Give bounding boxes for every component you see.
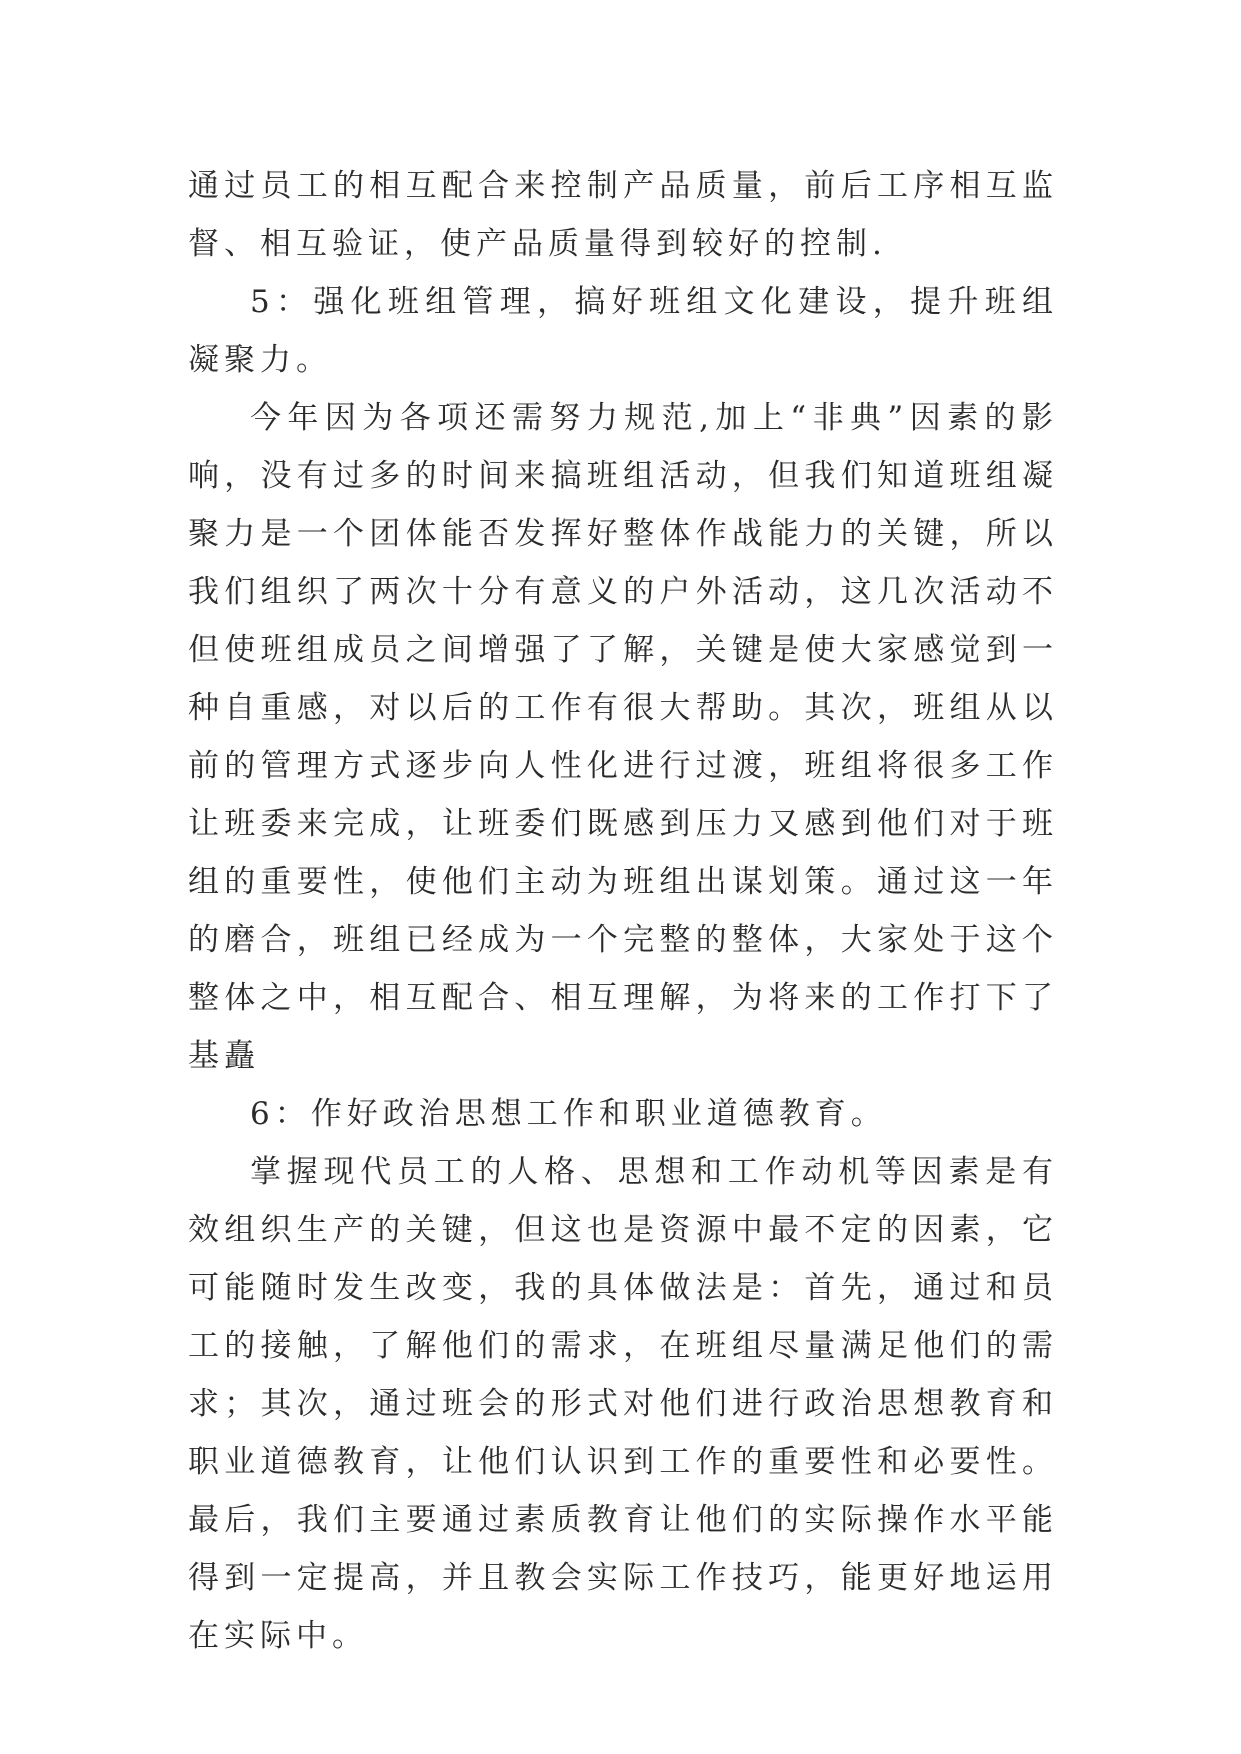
paragraph-ethics-education: 掌握现代员工的人格、思想和工作动机等因素是有效组织生产的关键，但这也是资源中最不定的因素，它可能随时发生改变，我的具体做法是：首先，通过和员工的接触，了解他们的需求，在班组尽量满足他们的需求；其次，通过班会的形式对他们进行政治思想教育和职业道德教育，让他们认识到工作的重要性和必要性。最后，我们主要通过素质教育让他们的实际操作水平能得到一定提高，并且教会实际工作技巧，能更好地运用在实际中。 — [188, 1154, 1058, 1654]
document-body — [188, 157, 1058, 1665]
paragraph-team-cohesion: 今年因为各项还需努力规范,加上“非典”因素的影响，没有过多的时间来搞班组活动，但我们知道班组凝聚力是一个团体能否发挥好整体作战能力的关键，所以我们组织了两次十分有意义的户外活动，这几次活动不但使班组成员之间增强了了解，关键是使大家感觉到一种自重感，对以后的工作有很大帮助。其次，班组从以前的管理方式逐步向人性化进行过渡，班组将很多工作让班委来完成，让班委们既感到压力又感到他们对于班组的重要性，使他们主动为班组出谋划策。通过这一年的磨合，班组已经成为一个完整的整体，大家处于这个整体之中，相互配合、相互理解，为将来的工作打下了基矗 — [188, 400, 1058, 1074]
paragraph-heading-5: 5：强化班组管理，搞好班组文化建设，提升班组凝聚力。 — [188, 284, 1058, 378]
paragraph-heading-6: 6：作好政治思想工作和职业道德教育。 — [250, 1096, 887, 1132]
paragraph-quality-control: 通过员工的相互配合来控制产品质量，前后工序相互监督、相互验证，使产品质量得到较好的控制. — [188, 168, 1058, 262]
